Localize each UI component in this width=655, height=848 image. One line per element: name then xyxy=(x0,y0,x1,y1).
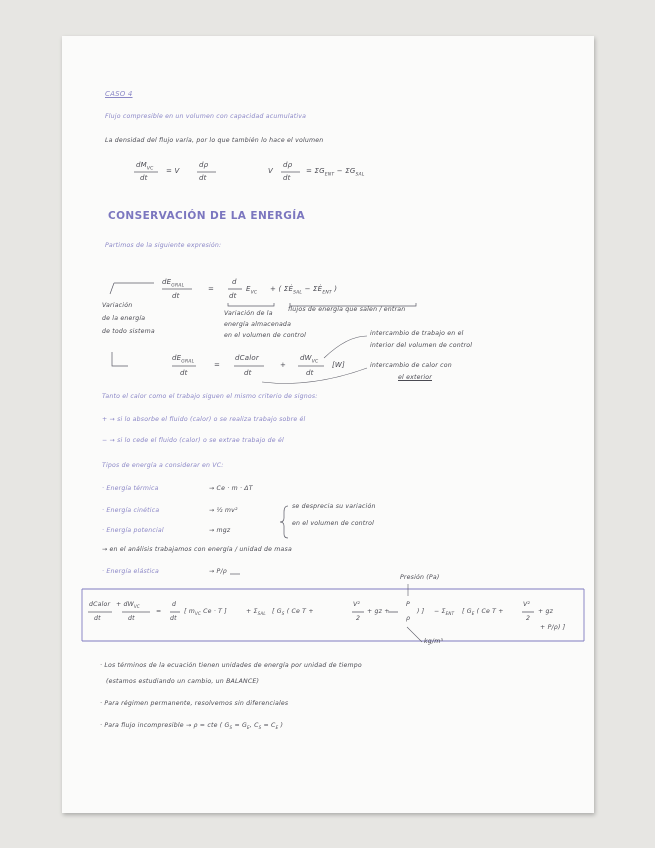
note-q-1: intercambio de trabajo en el xyxy=(370,330,464,337)
energy-mid-num: d xyxy=(232,278,237,286)
box-t2-den: dt xyxy=(128,615,135,622)
box-bracket-ent: [ $G_E$ ( Ce T + xyxy=(462,608,504,617)
energy-rhs: + ( $\Sigma Ė_{SAL}$ − $\Sigma Ė_{ENT}$ ) xyxy=(270,285,338,296)
intro-line-2: La densidad del flujo varía, por lo que también lo hace el volumen xyxy=(105,137,324,144)
tipo-potencial-label: · Energía potencial xyxy=(102,527,164,534)
bullet-units-cont: (estamos estudiando un cambio, un BALANCE) xyxy=(106,678,260,685)
notebook-page xyxy=(62,36,594,813)
tipo-elastica-label: · Energía elástica xyxy=(102,568,160,575)
box-close-sal: ) ] xyxy=(417,608,425,615)
mass-lhs-num: $dM_{VC}$ xyxy=(136,161,154,172)
energy-lhs-num: $dE_{GRAL}$ xyxy=(162,278,185,289)
box-v2-num: V² xyxy=(353,601,361,608)
qw-t1-num: $dE_{GRAL}$ xyxy=(172,354,195,365)
tipo-cinetica-label: · Energía cinética xyxy=(102,507,160,514)
box-p-num: P xyxy=(406,601,410,608)
mass-mid-den: dt xyxy=(199,174,207,182)
desprecia-2: en el volumen de control xyxy=(292,520,375,527)
bullet-units: · Los términos de la ecuación tienen unidades de energía por unidad de tiempo xyxy=(100,662,362,669)
box-t2-num: + $dW_{VC}$ xyxy=(116,601,140,610)
qw-unit: [W] xyxy=(332,361,345,369)
tipo-termica-expr: → Ce · m · ΔT xyxy=(209,485,253,492)
note-mid-1: Variación de la xyxy=(224,310,273,317)
qw-t3-num: $dW_{VC}$ xyxy=(300,354,319,365)
energy-mid-den: dt xyxy=(229,292,237,300)
note-mid-2: energía almacenada xyxy=(224,321,292,328)
tipo-potencial-expr: → mgz xyxy=(209,527,231,534)
criterio-plus: + → si lo absorbe el fluido (calor) o se realiza trabajo sobre él xyxy=(102,416,306,423)
kg-annotation: kg/m³ xyxy=(424,638,444,645)
partimos-text: Partimos de la siguiente expresión: xyxy=(105,242,222,249)
presion-annotation: Presión (Pa) xyxy=(400,574,440,581)
section-heading: CONSERVACIÓN DE LA ENERGÍA xyxy=(108,210,306,222)
note-right: flujos de energía que salen / entran xyxy=(288,306,406,313)
mass-rhs-num: dρ xyxy=(283,161,293,169)
tipo-elastica-expr: → P/ρ xyxy=(209,568,227,575)
qw-t2-num: dCalor xyxy=(235,354,259,362)
box-sum-sal: + $\Sigma_{SAL}$ xyxy=(246,608,266,617)
tipos-title: Tipos de energía a considerar en VC: xyxy=(102,462,224,469)
energy-equals: = xyxy=(208,285,215,293)
note-mid-3: en el volumen de control xyxy=(224,332,307,339)
note-q-2: interior del volumen de control xyxy=(370,342,473,349)
note-q-3: intercambio de calor con xyxy=(370,362,452,369)
note-left-2: de la energía xyxy=(102,315,146,322)
energy-mid-term: $E_{VC}$ xyxy=(246,285,258,296)
bullet-permanente: · Para régimen permanente, resolvemos sin diferenciales xyxy=(100,700,289,707)
box-gz-sal: + gz + xyxy=(367,608,390,615)
box-t3-den: dt xyxy=(170,615,177,622)
note-left-1: Variación xyxy=(102,302,133,309)
box-two-den: 2 xyxy=(356,615,361,622)
box-t3-num: d xyxy=(172,601,177,608)
box-t1-num: dCalor xyxy=(89,601,111,608)
note-left-3: de todo sistema xyxy=(102,328,155,335)
box-v2-num-ent: V² xyxy=(523,601,531,608)
box-rho-den: ρ xyxy=(406,615,411,622)
analisis-note: → en el análisis trabajamos con energía / unidad de masa xyxy=(102,546,292,553)
qw-t2-den: dt xyxy=(244,369,252,377)
box-two-den-ent: 2 xyxy=(526,615,531,622)
tipo-termica-label: · Energía térmica xyxy=(102,485,159,492)
mass-mid: = V xyxy=(166,167,180,175)
intro-line-1: Flujo compresible en un volumen con capacidad acumulativa xyxy=(105,113,307,120)
case-label: CASO 4 xyxy=(105,90,133,98)
mass-rhs-den: dt xyxy=(283,174,291,182)
box-cont-ent: + P/ρ) ] xyxy=(540,624,566,631)
bullet-incompresible: · Para flujo incompresible → ρ = cte ( $G_S = G_E$, $C_S = C_E$ ) xyxy=(100,722,284,731)
criterio-minus: − → si lo cede el fluido (calor) o se extrae trabajo de él xyxy=(102,437,284,444)
criterio-title: Tanto el calor como el trabajo siguen el mismo criterio de signos: xyxy=(102,393,318,400)
tipo-cinetica-expr: → ½ mv² xyxy=(209,507,238,514)
box-bracket-sal: [ $G_S$ ( Ce T + xyxy=(272,608,314,617)
box-equals: = xyxy=(156,608,162,615)
box-t3-bracket: [ $m_{VC}$ Ce · T ] xyxy=(184,608,227,617)
qw-t1-den: dt xyxy=(180,369,188,377)
qw-equals: = xyxy=(214,361,221,369)
qw-t3-den: dt xyxy=(306,369,314,377)
mass-lhs-den: dt xyxy=(140,174,148,182)
box-t1-den: dt xyxy=(94,615,101,622)
qw-plus: + xyxy=(280,361,287,369)
box-sum-ent: − $\Sigma_{ENT}$ xyxy=(434,608,455,617)
box-gz-ent: + gz xyxy=(538,608,554,615)
mass-mid-num: dρ xyxy=(199,161,209,169)
desprecia-1: se desprecia su variación xyxy=(292,503,376,510)
handwritten-strokes xyxy=(62,36,594,813)
mass-rhs-sum: = $\Sigma G_{ENT} - \Sigma G_{SAL}$ xyxy=(306,167,365,178)
mass-rhs-prefix: V xyxy=(268,167,273,175)
energy-lhs-den: dt xyxy=(172,292,180,300)
note-q-4: el exterior xyxy=(398,374,432,381)
